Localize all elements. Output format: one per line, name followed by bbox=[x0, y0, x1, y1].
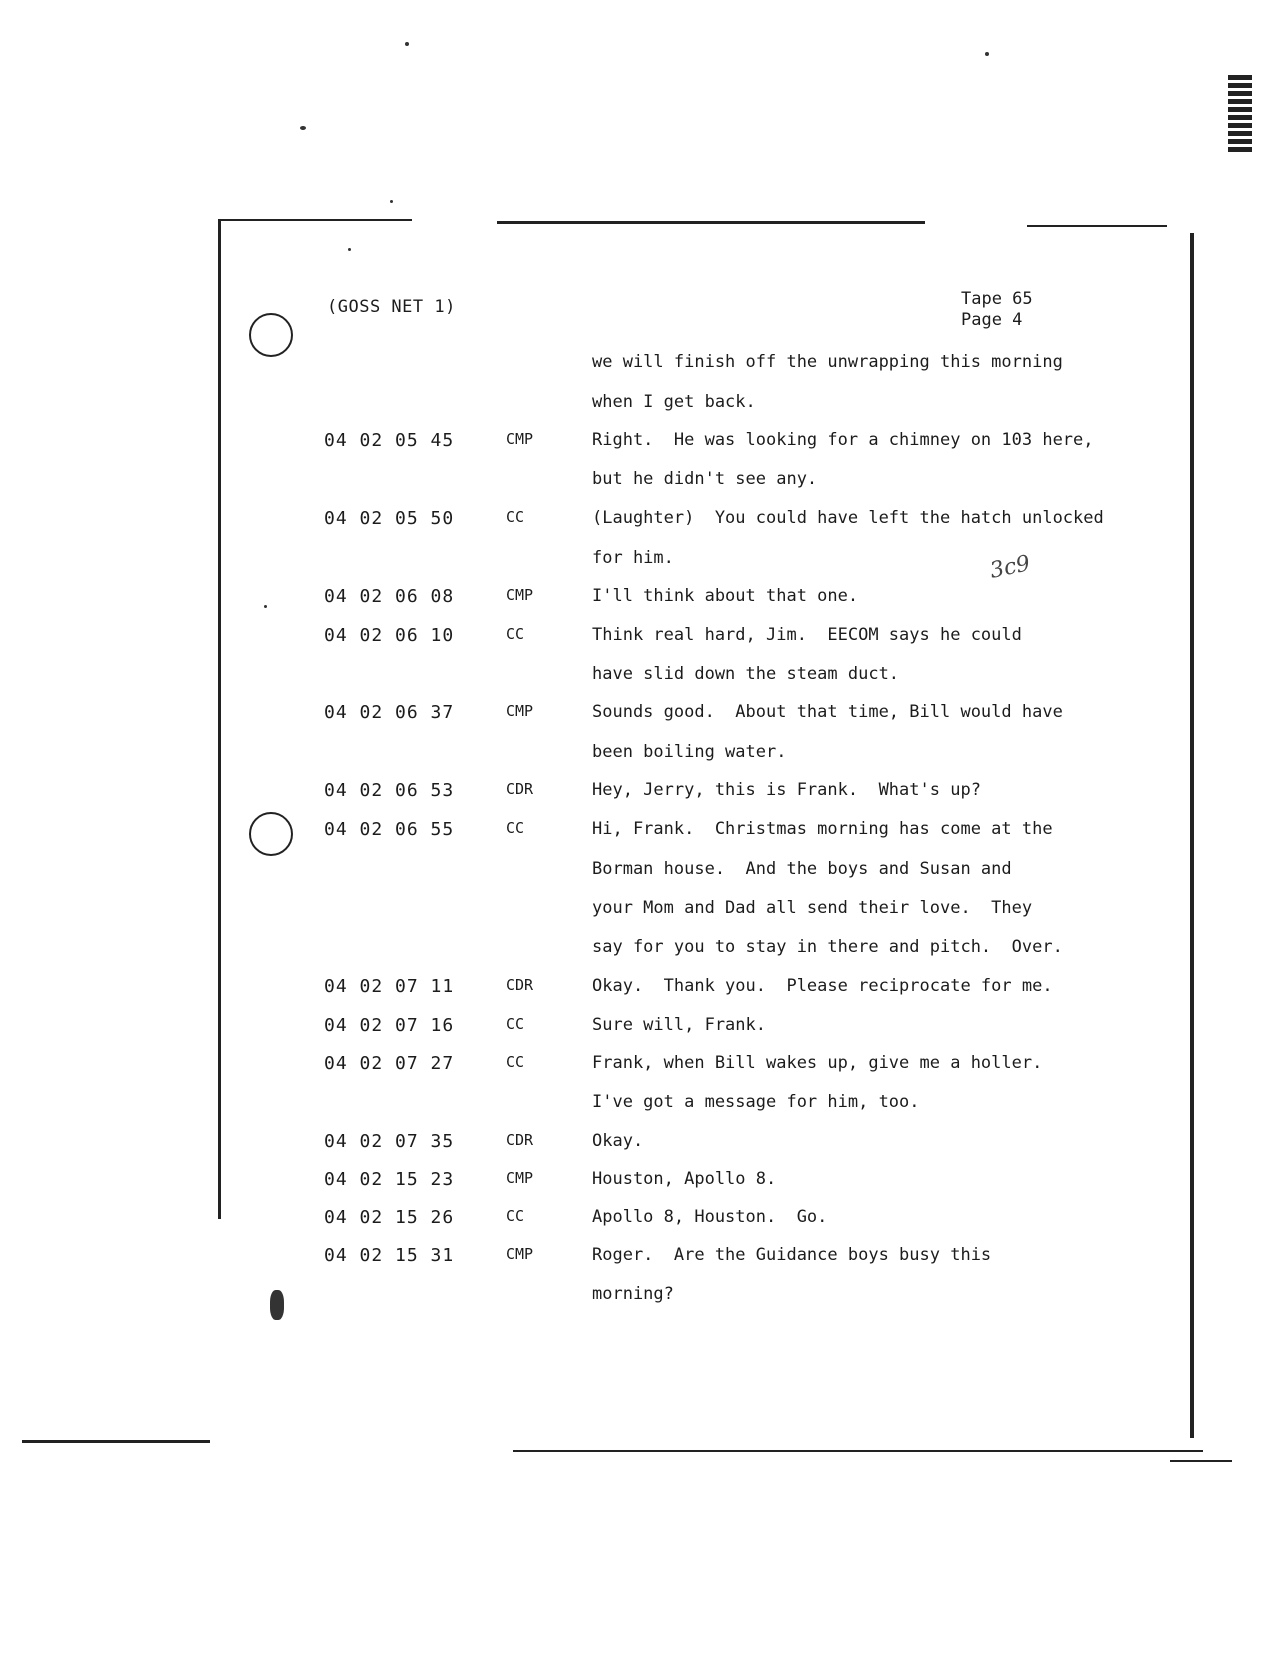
timestamp: 04 02 05 50 bbox=[324, 508, 455, 529]
scan-speck bbox=[405, 42, 409, 46]
utterance: your Mom and Dad all send their love. They bbox=[592, 898, 1033, 918]
transcript-line bbox=[0, 1169, 1283, 1207]
transcript-line bbox=[0, 430, 1283, 468]
transcript-line bbox=[0, 898, 1283, 936]
transcript-line bbox=[0, 702, 1283, 740]
page-number: Page 4 bbox=[961, 310, 1023, 330]
transcript-line bbox=[0, 859, 1283, 897]
utterance: we will finish off the unwrapping this morning bbox=[592, 352, 1063, 372]
timestamp: 04 02 07 35 bbox=[324, 1131, 455, 1152]
speaker: CC bbox=[506, 1053, 525, 1071]
transcript-line bbox=[0, 937, 1283, 975]
frame-bottom-left-rule bbox=[22, 1440, 210, 1443]
utterance: have slid down the steam duct. bbox=[592, 664, 900, 684]
scan-speck bbox=[390, 200, 393, 203]
transcript-line bbox=[0, 548, 1283, 586]
timestamp: 04 02 05 45 bbox=[324, 430, 455, 451]
punch-hole-top bbox=[249, 313, 293, 357]
utterance: say for you to stay in there and pitch. Over. bbox=[592, 937, 1063, 957]
transcript-line bbox=[0, 586, 1283, 624]
speaker: CC bbox=[506, 1015, 525, 1033]
timestamp: 04 02 07 16 bbox=[324, 1015, 455, 1036]
utterance: I'll think about that one. bbox=[592, 586, 859, 606]
transcript-line bbox=[0, 780, 1283, 818]
transcript-line bbox=[0, 976, 1283, 1014]
utterance: Sounds good. About that time, Bill would have bbox=[592, 702, 1063, 722]
speaker: CDR bbox=[506, 780, 534, 798]
scan-speck bbox=[300, 126, 306, 130]
speaker: CMP bbox=[506, 702, 534, 720]
tape-page-block bbox=[961, 289, 1033, 331]
timestamp: 04 02 07 27 bbox=[324, 1053, 455, 1074]
utterance: morning? bbox=[592, 1284, 674, 1304]
transcript-line bbox=[0, 1092, 1283, 1130]
utterance: when I get back. bbox=[592, 392, 756, 412]
transcript-line bbox=[0, 819, 1283, 857]
timestamp: 04 02 06 53 bbox=[324, 780, 455, 801]
transcript-line bbox=[0, 664, 1283, 702]
timestamp: 04 02 15 31 bbox=[324, 1245, 455, 1266]
speaker: CC bbox=[506, 625, 525, 643]
scan-speck bbox=[985, 52, 989, 56]
frame-top-right-rule bbox=[1027, 225, 1167, 227]
scan-speck bbox=[348, 248, 351, 251]
frame-bottom-right-rule bbox=[1170, 1460, 1232, 1462]
speaker: CMP bbox=[506, 1169, 534, 1187]
speaker: CMP bbox=[506, 430, 534, 448]
frame-bottom-middle-rule bbox=[513, 1450, 1203, 1452]
handwritten-annotation: 3c9 bbox=[987, 551, 1033, 584]
utterance: Okay. Thank you. Please reciprocate for me. bbox=[592, 976, 1053, 996]
utterance: for him. bbox=[592, 548, 674, 568]
transcript-line bbox=[0, 1245, 1283, 1283]
speaker: CC bbox=[506, 508, 525, 526]
utterance: Roger. Are the Guidance boys busy this bbox=[592, 1245, 992, 1265]
timestamp: 04 02 15 23 bbox=[324, 1169, 455, 1190]
goss-net-label: (GOSS NET 1) bbox=[327, 297, 456, 317]
transcript-line bbox=[0, 508, 1283, 546]
utterance: but he didn't see any. bbox=[592, 469, 818, 489]
timestamp: 04 02 06 55 bbox=[324, 819, 455, 840]
utterance: Okay. bbox=[592, 1131, 644, 1151]
timestamp: 04 02 06 08 bbox=[324, 586, 455, 607]
transcript-line bbox=[0, 1015, 1283, 1053]
utterance: Houston, Apollo 8. bbox=[592, 1169, 777, 1189]
speaker: CC bbox=[506, 1207, 525, 1225]
speaker: CDR bbox=[506, 1131, 534, 1149]
transcript-line bbox=[0, 1207, 1283, 1245]
barcode-mark bbox=[1218, 75, 1252, 165]
timestamp: 04 02 07 11 bbox=[324, 976, 455, 997]
speaker: CMP bbox=[506, 1245, 534, 1263]
speaker: CDR bbox=[506, 976, 534, 994]
utterance: Borman house. And the boys and Susan and bbox=[592, 859, 1012, 879]
utterance: (Laughter) You could have left the hatch unlocked bbox=[592, 508, 1104, 528]
utterance: Apollo 8, Houston. Go. bbox=[592, 1207, 828, 1227]
transcript-line bbox=[0, 1053, 1283, 1091]
utterance: Right. He was looking for a chimney on 103 here, bbox=[592, 430, 1094, 450]
frame-top-left-rule bbox=[218, 219, 412, 221]
transcript-line bbox=[0, 625, 1283, 663]
transcript-line bbox=[0, 742, 1283, 780]
transcript-line bbox=[0, 469, 1283, 507]
utterance: Hey, Jerry, this is Frank. What's up? bbox=[592, 780, 981, 800]
utterance: Sure will, Frank. bbox=[592, 1015, 766, 1035]
timestamp: 04 02 06 10 bbox=[324, 625, 455, 646]
timestamp: 04 02 15 26 bbox=[324, 1207, 455, 1228]
transcript-line bbox=[0, 1131, 1283, 1169]
transcript-line bbox=[0, 392, 1283, 430]
speaker: CMP bbox=[506, 586, 534, 604]
utterance: I've got a message for him, too. bbox=[592, 1092, 920, 1112]
utterance: Frank, when Bill wakes up, give me a holler. bbox=[592, 1053, 1043, 1073]
frame-top-middle-rule bbox=[497, 221, 925, 224]
utterance: Think real hard, Jim. EECOM says he could bbox=[592, 625, 1022, 645]
utterance: been boiling water. bbox=[592, 742, 787, 762]
transcript-line bbox=[0, 352, 1283, 390]
transcript-line bbox=[0, 1284, 1283, 1322]
utterance: Hi, Frank. Christmas morning has come at the bbox=[592, 819, 1053, 839]
speaker: CC bbox=[506, 819, 525, 837]
tape-number: Tape 65 bbox=[961, 289, 1033, 309]
timestamp: 04 02 06 37 bbox=[324, 702, 455, 723]
